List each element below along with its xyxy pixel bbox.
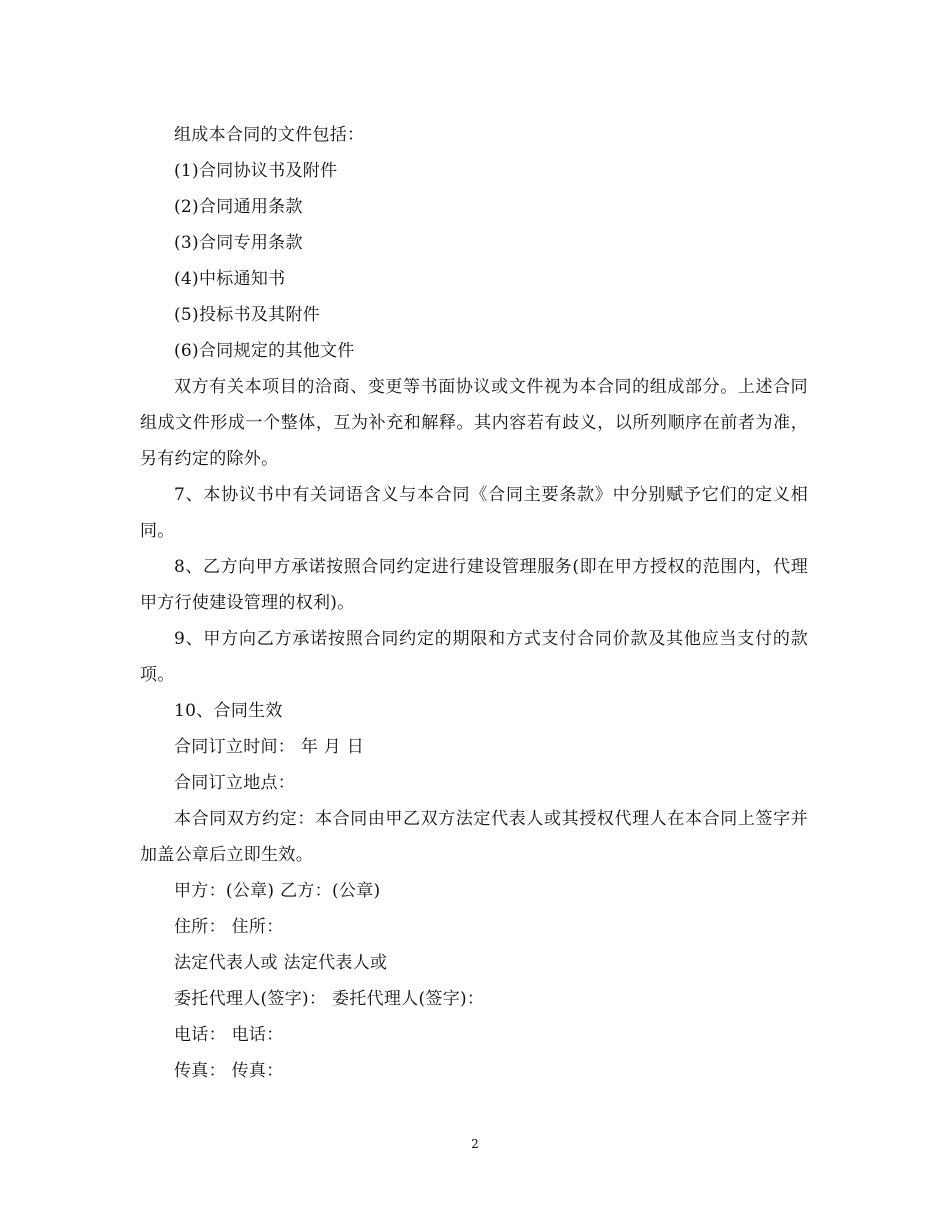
effectiveness-clause: 本合同双方约定：本合同由甲乙双方法定代表人或其授权代理人在本合同上签字并加盖公章后立即生效。 <box>140 809 808 865</box>
paragraph-documents-intro: 组成本合同的文件包括： <box>174 125 365 145</box>
signing-date: 合同订立时间： 年 月 日 <box>174 737 365 757</box>
clause-7: 7、本协议书中有关词语含义与本合同《合同主要条款》中分别赋予它们的定义相同。 <box>140 485 808 541</box>
page-number: 2 <box>471 1137 479 1151</box>
party-addresses: 住所： 住所： <box>174 917 284 937</box>
clause-8: 8、乙方向甲方承诺按照合同约定进行建设管理服务(即在甲方授权的范围内，代理甲方行使建设管理的权利)。 <box>140 557 808 613</box>
list-item-agreement: (1)合同协议书及附件 <box>174 161 338 181</box>
document-body <box>140 117 808 1089</box>
list-item-special-terms: (3)合同专用条款 <box>174 233 303 253</box>
list-item-bid: (5)投标书及其附件 <box>174 305 321 325</box>
list-item-award-notice: (4)中标通知书 <box>174 269 286 289</box>
signing-place: 合同订立地点： <box>174 773 296 793</box>
list-item-other-documents: (6)合同规定的其他文件 <box>174 341 355 361</box>
authorized-agents: 委托代理人(签字)： 委托代理人(签字)： <box>174 989 485 1009</box>
legal-representatives: 法定代表人或 法定代表人或 <box>174 953 388 973</box>
clause-9: 9、甲方向乙方承诺按照合同约定的期限和方式支付合同价款及其他应当支付的款项。 <box>140 629 808 685</box>
party-seals: 甲方：(公章) 乙方：(公章) <box>174 881 381 901</box>
party-faxes: 传真： 传真： <box>174 1061 284 1081</box>
party-phones: 电话： 电话： <box>174 1025 284 1045</box>
list-item-general-terms: (2)合同通用条款 <box>174 197 303 217</box>
paragraph-supplements: 双方有关本项目的洽商、变更等书面协议或文件视为本合同的组成部分。上述合同组成文件形成一个整体，互为补充和解释。其内容若有歧义，以所列顺序在前者为准，另有约定的除外。 <box>140 377 808 469</box>
clause-10-heading: 10、合同生效 <box>174 701 283 721</box>
